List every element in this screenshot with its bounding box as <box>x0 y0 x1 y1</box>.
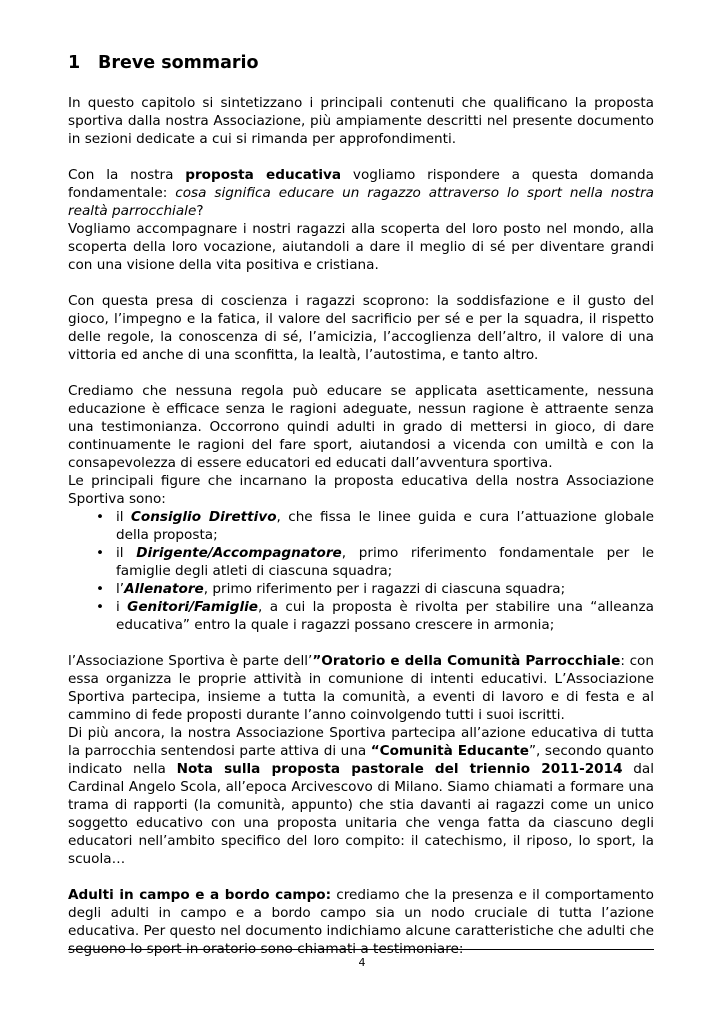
page-content <box>68 52 654 958</box>
bullet-icon: • <box>96 599 105 615</box>
figures-list <box>68 508 654 634</box>
paragraph-vocation: Vogliamo accompagnare i nostri ragazzi alla scoperta del loro posto nel mondo, alla scoperta della loro vocazione, aiutandoli a dare il meglio di sé per diventare grandi con una visione della vita positiva e cristiana. <box>68 221 654 273</box>
bold-comunita-educante: “Comunità Educante <box>370 743 530 759</box>
footer-divider <box>68 949 654 950</box>
paragraph-figures-intro: Le principali figure che incarnano la proposta educativa della nostra Associazione Sportiva sono: <box>68 473 654 507</box>
bold-nota-pastorale: Nota sulla proposta pastorale del triennio 2011-2014 <box>176 761 623 777</box>
bold-proposta-educativa: proposta educativa <box>185 167 342 183</box>
paragraph-oratorio: l’Associazione Sportiva è parte dell’”Oratorio e della Comunità Parrocchiale: con essa organizza le proprie attività in comunione di intenti educativi. L’Associazione Sportiva partecipa, insieme a tutta la comunità, a eventi di lavoro e di festa e al cammino di fede proposti durante l’anno coinvolgendo tutti i suoi iscritti. <box>68 653 654 723</box>
bullet-icon: • <box>96 581 105 597</box>
list-item: • i Genitori/Famiglie, a cui la proposta è rivolta per stabilire una “alleanza educativa” entro la quale i ragazzi possano crescere in armonia; <box>96 599 654 633</box>
section-title: Breve sommario <box>98 53 259 73</box>
paragraph-discoveries: Con questa presa di coscienza i ragazzi scoprono: la soddisfazione e il gusto del gioco, l’impegno e la fatica, il valore del sacrificio per sé e per la squadra, il rispetto delle regole, la conoscenza di sé, l’amicizia, l’accoglienza dell’altro, il valore di una vittoria ed anche di una sconfitta, la lealtà, l’autostima, e tanto altro. <box>68 293 654 363</box>
bold-adulti-in-campo: Adulti in campo e a bordo campo: <box>68 887 332 903</box>
paragraph-beliefs: Crediamo che nessuna regola può educare se applicata asetticamente, nessuna educazione è efficace senza le ragioni adeguate, nessun ragione è attraente senza una testimonianza. Occorrono quindi adulti in grado di mettersi in gioco, di dare continuamente le ragioni del fare sport, aiutandosi a vicenda con umiltà e con la consapevolezza di essere educatori ed educati dall’avventura sportiva. <box>68 383 654 471</box>
paragraph-adulti: Adulti in campo e a bordo campo: crediamo che la presenza e il comportamento degli adulti in campo e a bordo campo sia un nodo cruciale di tutta l’azione educativa. Per questo nel documento indichiamo alcune caratteristiche che adulti che seguono lo sport in oratorio sono chiamati a testimoniare: <box>68 887 654 957</box>
page-number: 4 <box>358 956 366 969</box>
paragraph-comunita: Di più ancora, la nostra Associazione Sportiva partecipa all’azione educativa di tutta la parrocchia sentendosi parte attiva di una “Comunità Educante”, secondo quanto indicato nella Nota sulla proposta pastorale del triennio 2011-2014 dal Cardinal Angelo Scola, all’epoca Arcivescovo di Milano. Siamo chiamati a formare una trama di rapporti (la comunità, appunto) che stia davanti ai ragazzi come un unico soggetto educativo con una proposta unitaria che venga fatta da ciascuno degli educatori nell’ambito specifico del loro compito: il catechismo, il riposo, lo sport, la scuola… <box>68 725 655 867</box>
list-item: • il Consiglio Direttivo, che fissa le linee guida e cura l’attuazione globale della proposta; <box>96 509 655 543</box>
list-item: • l’Allenatore, primo riferimento per i ragazzi di ciascuna squadra; <box>96 581 566 597</box>
list-item: • il Dirigente/Accompagnatore, primo riferimento fondamentale per le famiglie degli atleti di ciascuna squadra; <box>96 545 654 579</box>
bold-oratorio: ”Oratorio e della Comunità Parrocchiale <box>312 653 621 669</box>
paragraph-intro: In questo capitolo si sintetizzano i principali contenuti che qualificano la proposta sportiva dalla nostra Associazione, più ampiamente descritti nel presente documento in sezioni dedicate a cui si rimanda per approfondimenti. <box>68 95 654 147</box>
bullet-icon: • <box>96 509 105 525</box>
section-number: 1 <box>68 53 81 73</box>
italic-question: cosa significa educare un ragazzo attraverso lo sport nella nostra realtà parrocchiale <box>68 185 654 219</box>
paragraph-proposal: Con la nostra proposta educativa vogliamo rispondere a questa domanda fondamentale: cosa significa educare un ragazzo attraverso lo sport nella nostra realtà parrocchiale? <box>68 167 655 219</box>
bullet-icon: • <box>96 545 105 561</box>
section-heading <box>68 52 654 74</box>
